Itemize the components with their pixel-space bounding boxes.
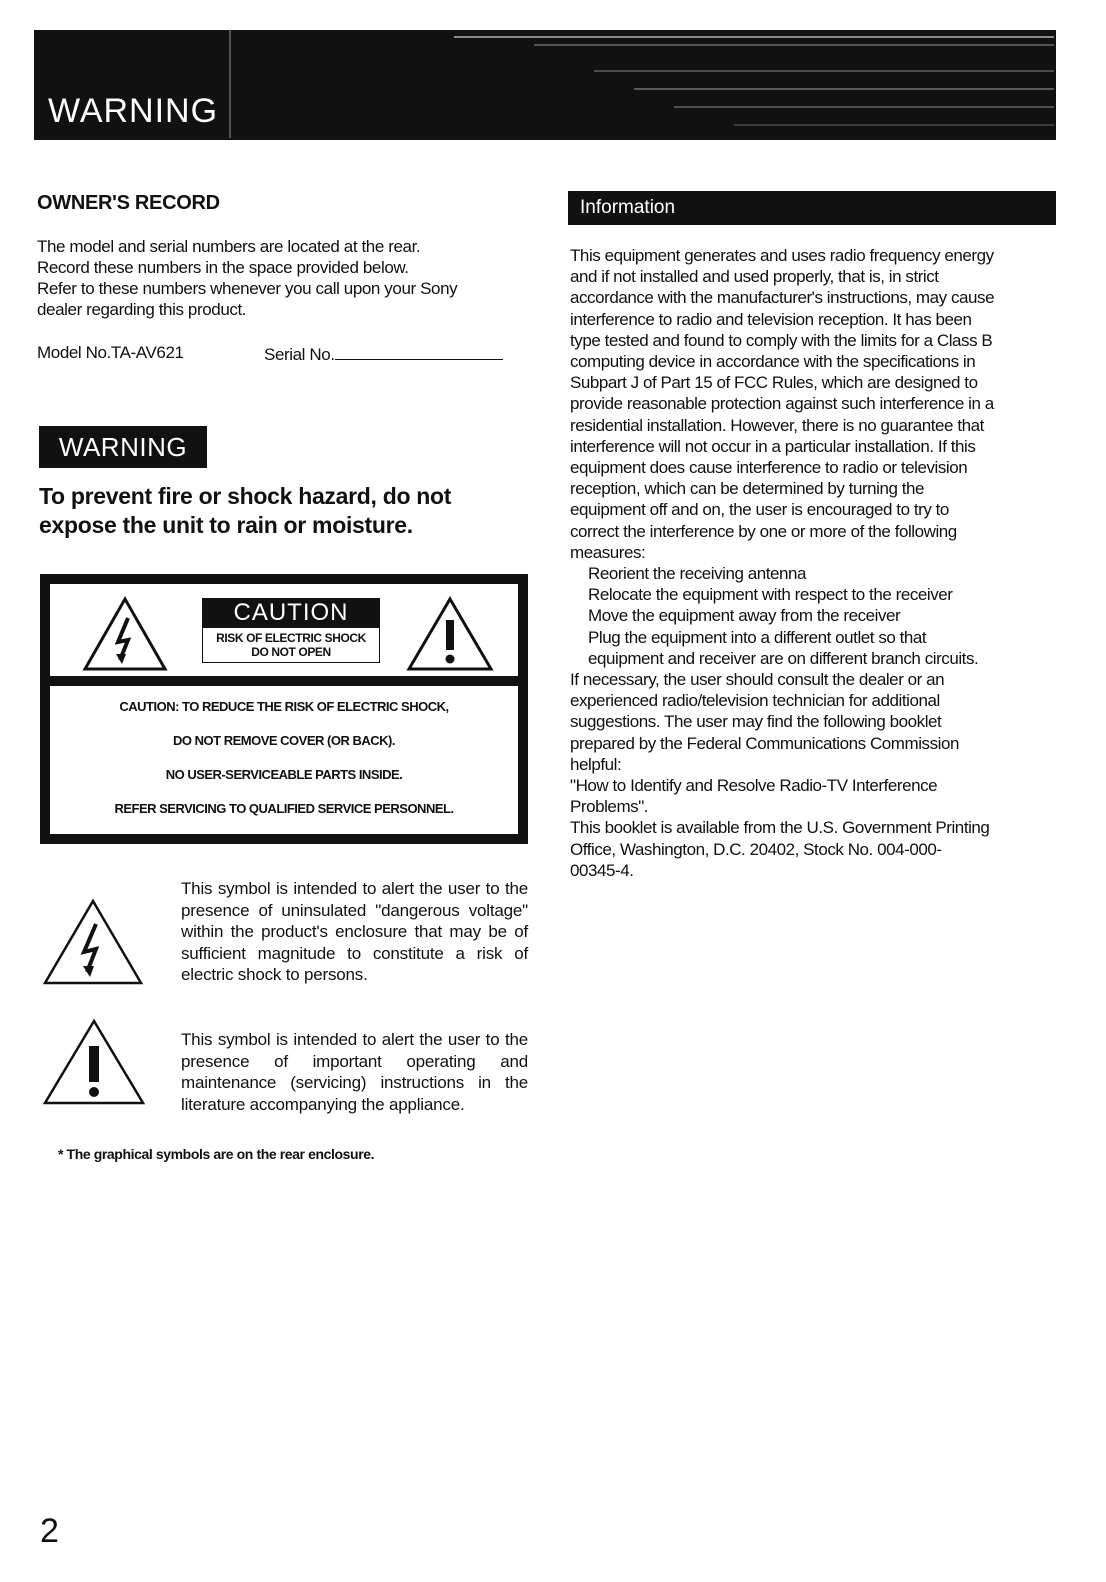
exclamation-triangle-icon bbox=[406, 596, 494, 672]
info-line: provide reasonable protection against such interference in a bbox=[570, 394, 994, 414]
info-line: reception, which can be determined by turning the bbox=[570, 479, 925, 499]
caution-line: REFER SERVICING TO QUALIFIED SERVICE PERSONNEL. bbox=[114, 801, 454, 816]
info-line: experienced radio/television technician for additional bbox=[570, 691, 940, 711]
caution-sub-line: DO NOT OPEN bbox=[251, 645, 331, 659]
measure-item: equipment and receiver are on different branch circuits. bbox=[588, 648, 979, 668]
measure-item: Relocate the equipment with respect to the receiver bbox=[588, 585, 953, 605]
info-line: 00345-4. bbox=[570, 860, 634, 880]
owners-record-text bbox=[37, 236, 527, 320]
info-line: "How to Identify and Resolve Radio-TV Interference bbox=[570, 776, 938, 796]
lightning-triangle-icon bbox=[42, 898, 144, 986]
owners-record-line: The model and serial numbers are located at the rear. bbox=[37, 237, 421, 256]
symbols-footnote: * The graphical symbols are on the rear enclosure. bbox=[58, 1146, 375, 1162]
lightning-triangle-icon bbox=[82, 596, 168, 672]
info-line: Problems". bbox=[570, 797, 649, 817]
caution-sub-line: RISK OF ELECTRIC SHOCK bbox=[216, 631, 366, 645]
model-number: Model No.TA-AV621 bbox=[37, 343, 184, 362]
caution-panel bbox=[40, 574, 528, 844]
caution-label-box bbox=[202, 598, 380, 674]
warning-heading-line: To prevent fire or shock hazard, do not bbox=[39, 483, 452, 509]
important-symbol-text: This symbol is intended to alert the user to the presence of important operating and maintenance (servicing) instructions in the literature accompanying the appliance. bbox=[181, 1030, 528, 1114]
information-label: Information bbox=[568, 191, 1056, 225]
info-line: type tested and found to comply with the limits for a Class B bbox=[570, 330, 993, 350]
measure-item: Plug the equipment into a different outlet so that bbox=[588, 627, 927, 647]
caution-divider bbox=[50, 676, 518, 686]
caution-text bbox=[50, 696, 518, 832]
warning-heading-line: expose the unit to rain or moisture. bbox=[39, 512, 413, 538]
info-line: interference to radio and television reception. It has been bbox=[570, 309, 972, 329]
warning-heading bbox=[39, 482, 519, 540]
owners-record-line: Record these numbers in the space provided below. bbox=[37, 258, 409, 277]
info-line: suggestions. The user may find the following booklet bbox=[570, 712, 942, 732]
serial-number-field bbox=[264, 343, 503, 365]
warning-label: WARNING bbox=[39, 426, 207, 468]
info-line: accordance with the manufacturer's instructions, may cause bbox=[570, 288, 995, 308]
info-line: equipment off and on, the user is encouraged to try to bbox=[570, 500, 949, 520]
info-line: prepared by the Federal Communications Commission bbox=[570, 733, 959, 753]
info-line: computing device in accordance with the specifications in bbox=[570, 352, 976, 372]
caution-head: CAUTION bbox=[202, 598, 380, 628]
info-line: helpful: bbox=[570, 754, 622, 774]
caution-sub bbox=[202, 628, 380, 663]
info-line: If necessary, the user should consult the dealer or an bbox=[570, 670, 945, 690]
info-line: Office, Washington, D.C. 20402, Stock No. 004-000- bbox=[570, 839, 942, 859]
owners-record-heading: OWNER'S RECORD bbox=[37, 192, 220, 214]
serial-number-label: Serial No. bbox=[264, 345, 335, 364]
info-line: measures: bbox=[570, 542, 646, 562]
owners-record-line: Refer to these numbers whenever you call upon your Sony bbox=[37, 279, 458, 298]
caution-line: NO USER-SERVICEABLE PARTS INSIDE. bbox=[165, 767, 403, 782]
info-line: This booklet is available from the U.S. Government Printing bbox=[570, 818, 990, 838]
information-text bbox=[570, 245, 1056, 881]
caution-line: CAUTION: TO REDUCE THE RISK OF ELECTRIC SHOCK, bbox=[119, 699, 449, 714]
serial-number-blank bbox=[335, 343, 503, 360]
measure-item: Reorient the receiving antenna bbox=[588, 564, 807, 584]
info-line: residential installation. However, there is no guarantee that bbox=[570, 415, 984, 435]
exclamation-triangle-icon bbox=[42, 1018, 146, 1106]
info-line: Subpart J of Part 15 of FCC Rules, which are designed to bbox=[570, 373, 978, 393]
page-number: 2 bbox=[40, 1512, 59, 1550]
info-line: This equipment generates and uses radio frequency energy bbox=[570, 246, 994, 265]
info-line: correct the interference by one or more of the following bbox=[570, 521, 957, 541]
measure-item: Move the equipment away from the receiver bbox=[588, 606, 901, 626]
header-banner bbox=[34, 30, 1056, 140]
caution-line: DO NOT REMOVE COVER (OR BACK). bbox=[173, 733, 395, 748]
voltage-symbol-text: This symbol is intended to alert the user to the presence of uninsulated "dangerous voltage" within the product's enclosure that may be of sufficient magnitude to constitute a risk of electric shock to persons. bbox=[181, 879, 528, 984]
info-line: interference will not occur in a particular installation. If this bbox=[570, 436, 976, 456]
owners-record-line: dealer regarding this product. bbox=[37, 300, 247, 319]
info-line: equipment does cause interference to radio or television bbox=[570, 458, 968, 478]
banner-title: WARNING bbox=[48, 92, 219, 130]
info-line: and if not installed and used properly, that is, in strict bbox=[570, 267, 939, 287]
